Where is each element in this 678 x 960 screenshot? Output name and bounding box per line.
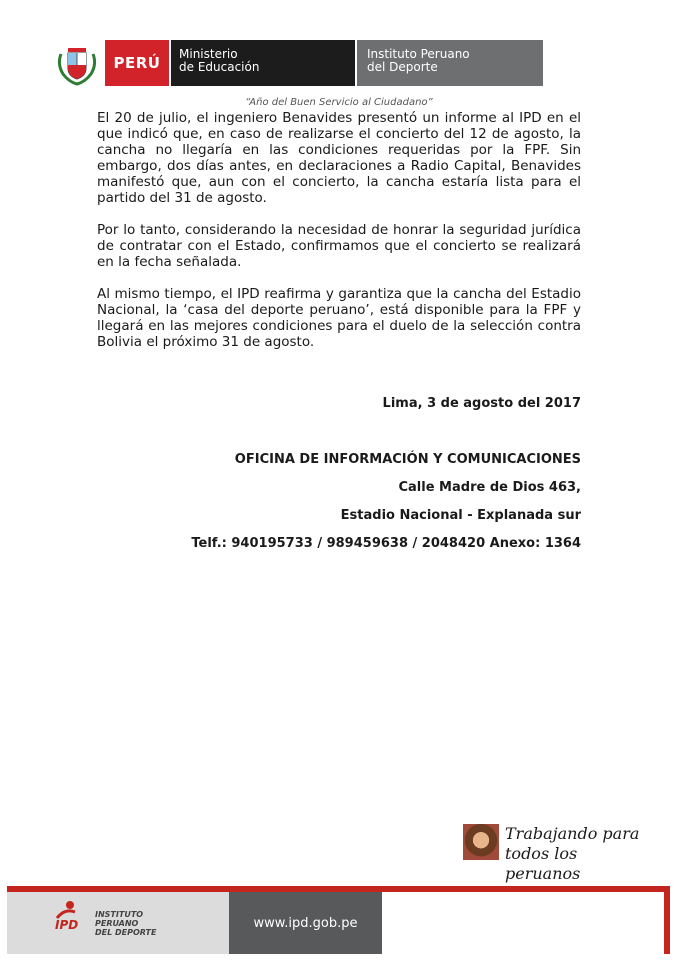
ministry-line-1: Ministerio — [179, 47, 238, 61]
year-motto: “Año del Buen Servicio al Ciudadano” — [245, 97, 433, 108]
institute-label — [357, 40, 543, 86]
address-line-1: Calle Madre de Dios 463, — [398, 480, 581, 495]
ministry-label — [171, 40, 355, 86]
paragraph: El 20 de julio, el ingeniero Benavides presentó un informe al IPD en el que indicó que, en caso de realizarse el concierto del 12 de agosto, la cancha no llegaría en las condiciones requeridas por la FPF. Sin embargo, dos días antes, en declaraciones a Radio Capital, Benavides manifestó que, aun con el concierto, la cancha estaría lista para el partido del 31 de agosto. — [97, 110, 581, 206]
ipd-name-line-2: PERUANO — [95, 919, 139, 928]
page-footer — [0, 886, 678, 960]
ipd-logo-letters: IPD — [55, 918, 79, 932]
footer-red-edge — [664, 892, 670, 954]
government-slogan — [463, 824, 653, 883]
address-line-2: Estadio Nacional - Explanada sur — [340, 508, 581, 523]
slogan-line-1: Trabajando para — [505, 824, 640, 843]
office-name: OFICINA DE INFORMACIÓN Y COMUNICACIONES — [234, 452, 581, 467]
release-date: Lima, 3 de agosto del 2017 — [382, 396, 581, 411]
peru-label: PERÚ — [105, 40, 169, 86]
peru-coat-of-arms-icon — [55, 40, 99, 86]
ipd-footer-name — [95, 910, 156, 937]
footer-logo-panel — [7, 892, 229, 954]
paragraph: Por lo tanto, considerando la necesidad de honrar la seguridad jurídica de contratar con el Estado, confirmamos que el concierto se realizará en la fecha señalada. — [97, 222, 581, 270]
phone-numbers: Telf.: 940195733 / 989459638 / 2048420 Anexo: 1364 — [191, 536, 581, 551]
slogan-line-2: todos los peruanos — [505, 844, 581, 883]
slogan-text — [505, 824, 653, 884]
institute-line-2: del Deporte — [367, 60, 438, 74]
ministry-line-2: de Educación — [179, 60, 260, 74]
institute-line-1: Instituto Peruano — [367, 47, 470, 61]
website-link[interactable]: www.ipd.gob.pe — [229, 892, 382, 954]
president-photo — [463, 824, 499, 860]
ipd-name-line-3: DEL DEPORTE — [95, 928, 157, 937]
letterhead — [55, 40, 543, 86]
ipd-name-line-1: INSTITUTO — [95, 910, 144, 919]
press-release-body — [97, 110, 581, 366]
paragraph: Al mismo tiempo, el IPD reafirma y garantiza que la cancha del Estadio Nacional, la ‘casa del deporte peruano’, está disponible para la FPF y llegará en las mejores condiciones para el duelo de la selección contra Bolivia el próximo 31 de agosto. — [97, 286, 581, 350]
